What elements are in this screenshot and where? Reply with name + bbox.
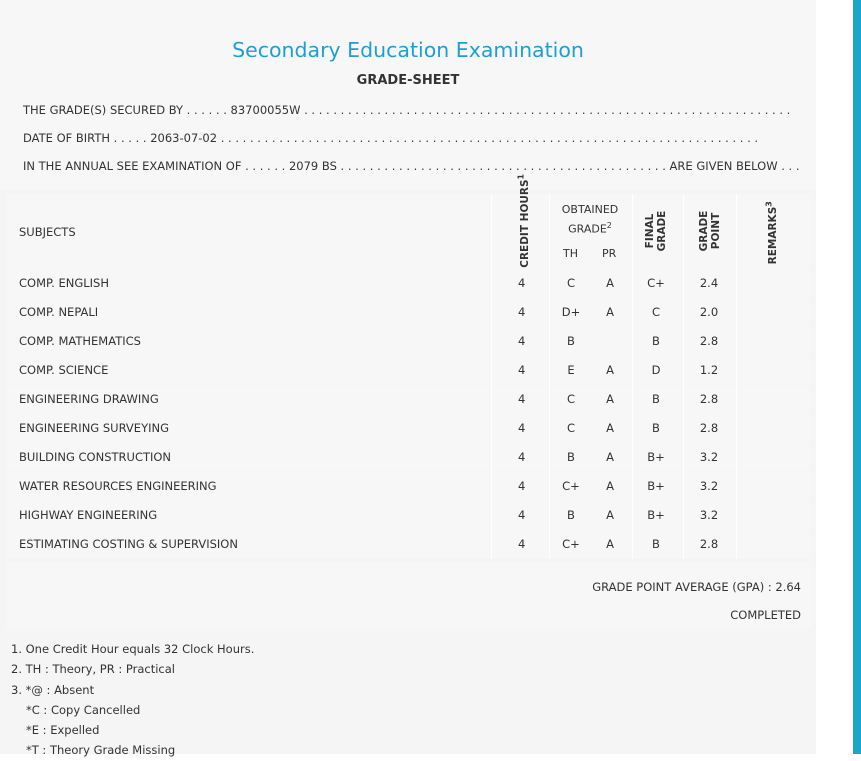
th-cell: D+ [561,305,581,319]
exam-label: IN THE ANNUAL SEE EXAMINATION OF . . . . . . [23,159,286,173]
credit-cell: 4 [518,363,526,377]
credit-cell: 4 [518,450,526,464]
col-credit-header: CREDIT HOURS$^1$ [516,173,531,268]
th-cell: C [566,276,576,290]
th-cell: B [567,334,575,348]
col-final-header: FINAL GRADE [644,210,668,252]
table-row [6,530,811,558]
pr-cell: A [606,305,614,319]
table-row [6,356,811,384]
dot-leader: . . . . . . . . . . . . . . . . . . . . . . . . . . . . . . . . . . . . . . . . . . . . . . . . . . . . . . . . . . . . . . . . . . . . . . . . . . [220,131,759,145]
credit-cell: 4 [518,276,526,290]
dob-value: 2063-07-02 [150,131,218,145]
th-cell: E [567,363,575,377]
col-remarks-header: REMARKS$^3$ [764,201,779,265]
gpa-label: GRADE POINT AVERAGE (GPA) : 2.64 [592,580,801,594]
table-row [6,269,811,297]
subject-cell: COMP. SCIENCE [19,363,109,377]
pr-cell: A [606,508,614,522]
dot-leader: . . . . . . . . . . . . . . . . . . . . . . . . . . . . . . . . . . . . . . . . . . . . . [340,159,666,173]
grade-point-cell: 2.8 [699,392,719,406]
final-grade-cell: B [652,334,660,348]
footnotes [11,639,254,761]
th-cell: C+ [562,537,580,551]
table-row [6,327,811,355]
table-row [6,443,811,471]
col-pr-header: PR [602,247,617,260]
th-cell: C+ [562,479,580,493]
grade-point-cell: 2.8 [699,421,719,435]
final-grade-cell: B [652,392,660,406]
table-row [6,501,811,529]
dot-leader: . . . . . . . . . . . . . . . . . . . . . . . . . . . . . . . . . . . . . . . . . . . . . . . . . . . . . . . . . . . . . . . . . . . [304,103,791,117]
column-divider [736,194,737,559]
summary-area [6,562,811,628]
footnote-item: *E : Expelled [26,723,100,738]
dob-line [23,131,758,145]
subject-cell: ENGINEERING DRAWING [19,392,159,406]
credit-cell: 4 [518,392,526,406]
th-cell: C [566,421,576,435]
table-row [6,385,811,413]
pr-cell: A [606,537,614,551]
table-row [6,472,811,500]
final-grade-cell: C [651,305,661,319]
credit-cell: 4 [518,305,526,319]
column-divider [549,194,550,559]
exam-value: 2079 BS [288,159,337,173]
grade-point-cell: 1.2 [699,363,719,377]
grade-point-cell: 3.2 [699,508,719,522]
subject-cell: HIGHWAY ENGINEERING [19,508,158,522]
subject-cell: ENGINEERING SURVEYING [19,421,169,435]
col-point-header: GRADE POINT [698,210,722,252]
table-row [6,298,811,326]
pr-cell: A [606,450,614,464]
grade-point-cell: 3.2 [699,450,719,464]
table-row [6,414,811,442]
dob-label: DATE OF BIRTH . . . . . [23,131,147,145]
footnote-item: *C : Copy Cancelled [26,702,141,717]
footnote-item: 2. TH : Theory, PR : Practical [11,662,175,677]
secured-by-line [23,103,790,117]
page-title: Secondary Education Examination [232,38,584,62]
grade-point-cell: 2.8 [699,537,719,551]
grade-point-cell: 2.0 [699,305,719,319]
secured-by-value: 83700055W [230,103,301,117]
footnote-item: 1. One Credit Hour equals 32 Clock Hours. [11,642,255,656]
grade-point-cell: 2.8 [699,334,719,348]
pr-cell: A [606,392,614,406]
pr-cell: A [606,421,614,435]
subject-cell: COMP. NEPALI [19,305,99,319]
col-obtained-header: OBTAINED GRADE$^2$ [561,203,619,236]
pr-cell: A [606,363,614,377]
credit-cell: 4 [518,334,526,348]
column-divider [632,194,633,559]
th-cell: C [566,392,576,406]
credit-cell: 4 [518,421,526,435]
final-grade-cell: B+ [647,450,665,464]
final-grade-cell: B+ [647,479,665,493]
footnote-item: *T : Theory Grade Missing [26,743,176,758]
column-divider [683,194,684,559]
scrollbar[interactable] [853,0,861,754]
footnote-item: 3. *@ : Absent [11,682,95,697]
secured-by-label: THE GRADE(S) SECURED BY . . . . . . [23,103,227,117]
page-subtitle: GRADE-SHEET [356,73,460,88]
pr-cell: A [606,276,614,290]
final-grade-cell: B+ [647,508,665,522]
credit-cell: 4 [518,508,526,522]
pr-cell: A [606,479,614,493]
grade-sheet-header [0,0,816,190]
final-grade-cell: C+ [647,276,665,290]
final-grade-cell: B [652,537,660,551]
table-header [6,173,811,268]
column-divider [491,194,492,559]
grade-point-cell: 2.4 [699,276,719,290]
credit-cell: 4 [518,537,526,551]
subject-cell: BUILDING CONSTRUCTION [19,450,172,464]
th-cell: B [567,450,575,464]
final-grade-cell: D [651,363,661,377]
subject-cell: COMP. ENGLISH [19,276,109,290]
final-grade-cell: B [652,421,660,435]
exam-line [23,159,800,173]
th-cell: B [567,508,575,522]
col-th-header: TH [563,247,578,260]
subject-cell: WATER RESOURCES ENGINEERING [19,479,217,493]
exam-suffix: ARE GIVEN BELOW . . . [669,159,800,173]
subject-cell: ESTIMATING COSTING & SUPERVISION [19,537,238,551]
col-subjects-header: SUBJECTS [19,225,76,239]
credit-cell: 4 [518,479,526,493]
status-label: COMPLETED [730,608,801,622]
grade-point-cell: 3.2 [699,479,719,493]
subject-cell: COMP. MATHEMATICS [19,334,141,348]
